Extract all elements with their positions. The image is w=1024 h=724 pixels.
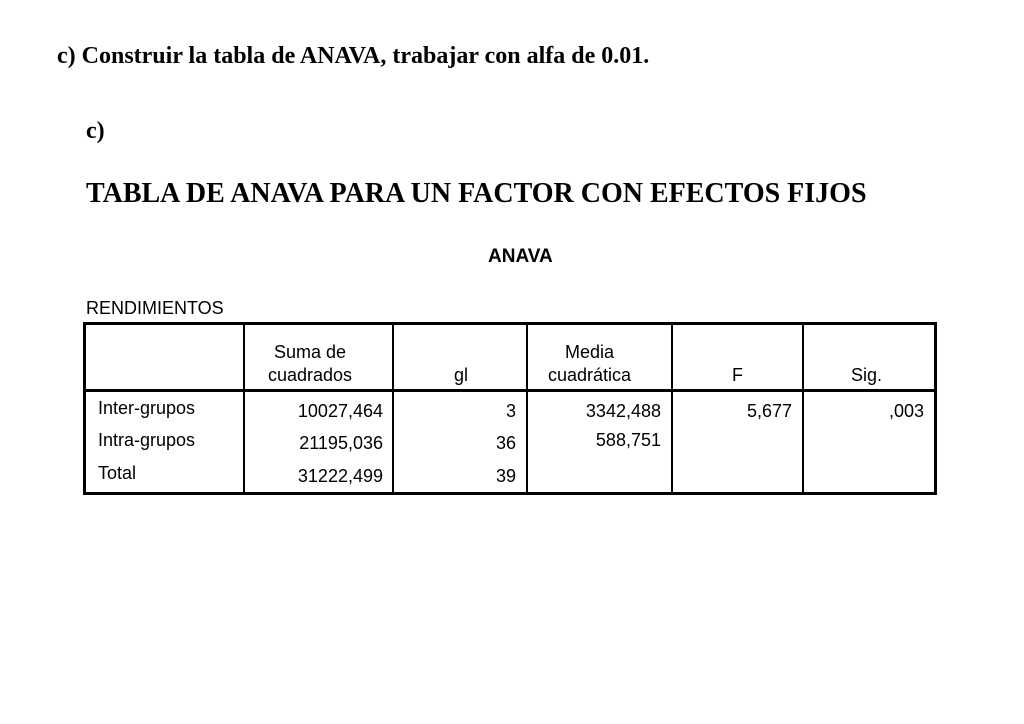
cell-df: 36 bbox=[495, 433, 516, 453]
cell-f: 5,677 bbox=[746, 401, 792, 421]
header-divider bbox=[86, 389, 934, 392]
cell-sig: ,003 bbox=[888, 401, 924, 421]
header-mean-square bbox=[548, 341, 631, 387]
header-sum-of-squares-line2: cuadrados bbox=[268, 365, 353, 385]
cell-sum-of-squares: 10027,464 bbox=[297, 401, 383, 421]
anova-table bbox=[83, 322, 937, 495]
header-sig: Sig. bbox=[851, 365, 883, 385]
part-label: c) bbox=[86, 118, 105, 144]
row-source: Intra-grupos bbox=[98, 430, 196, 450]
table-caption: ANAVA bbox=[488, 246, 553, 267]
cell-mean-square: 588,751 bbox=[595, 430, 661, 450]
cell-mean-square: 3342,488 bbox=[585, 401, 661, 421]
cell-df: 39 bbox=[495, 466, 516, 486]
column-divider bbox=[802, 325, 804, 492]
column-divider bbox=[392, 325, 394, 492]
header-mean-square-line2: cuadrática bbox=[548, 365, 632, 385]
header-mean-square-line1: Media bbox=[565, 342, 615, 362]
column-divider bbox=[243, 325, 245, 492]
header-f: F bbox=[732, 365, 743, 385]
cell-sum-of-squares: 31222,499 bbox=[297, 466, 383, 486]
header-sum-of-squares-line1: Suma de bbox=[274, 342, 347, 362]
row-source: Total bbox=[98, 463, 137, 483]
cell-sum-of-squares: 21195,036 bbox=[299, 433, 383, 453]
variable-name: RENDIMIENTOS bbox=[86, 298, 224, 318]
column-divider bbox=[671, 325, 673, 492]
column-divider bbox=[526, 325, 528, 492]
row-source: Inter-grupos bbox=[98, 398, 196, 418]
cell-df: 3 bbox=[505, 401, 516, 421]
instruction-text: c) Construir la tabla de ANAVA, trabajar con alfa de 0.01. bbox=[57, 43, 650, 69]
header-df: gl bbox=[454, 365, 469, 385]
main-title: TABLA DE ANAVA PARA UN FACTOR CON EFECTOS FIJOS bbox=[86, 178, 867, 209]
header-sum-of-squares bbox=[268, 341, 352, 387]
